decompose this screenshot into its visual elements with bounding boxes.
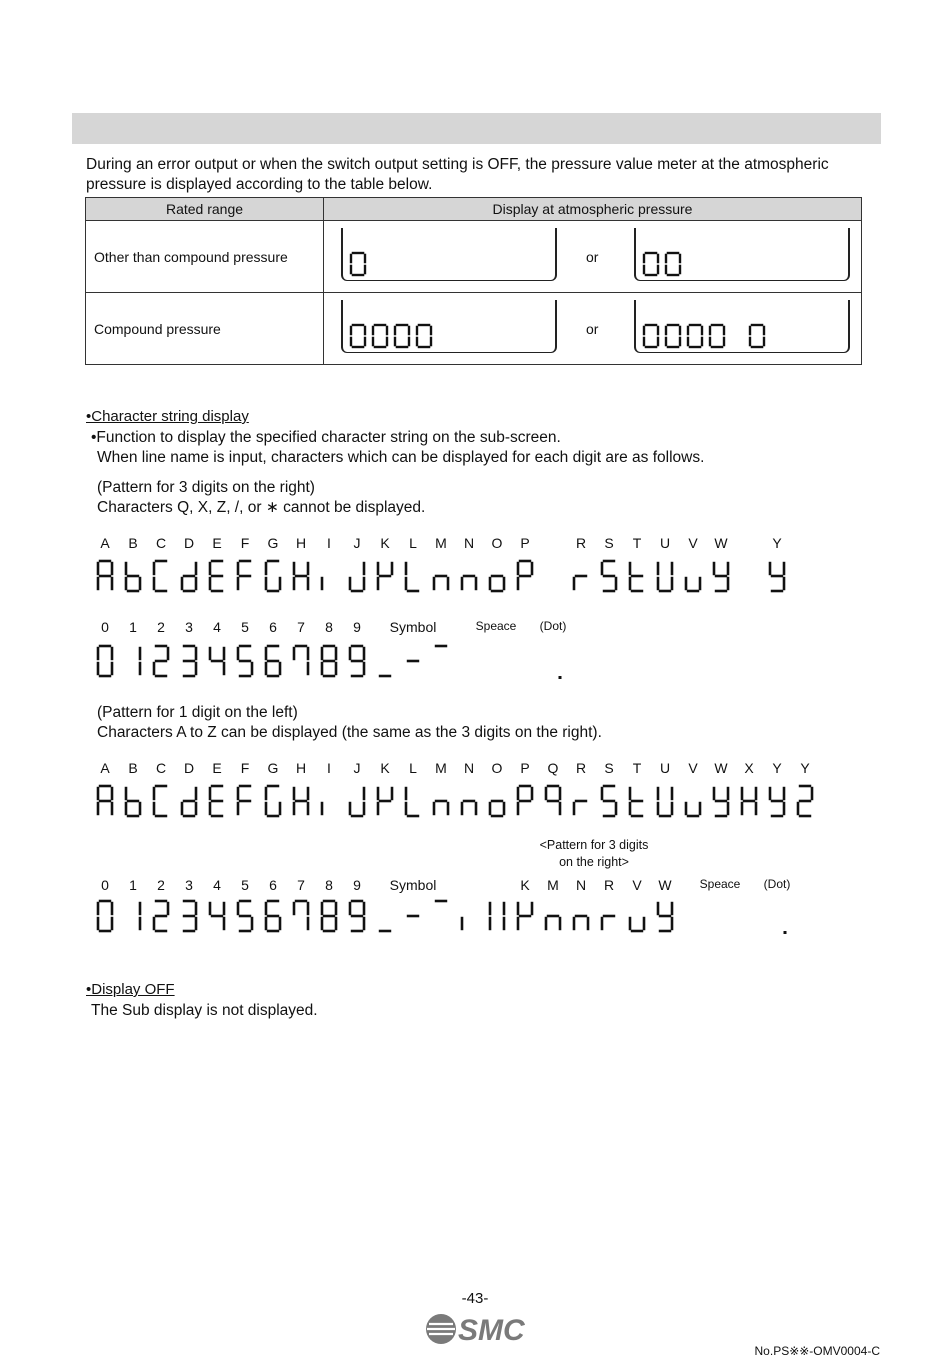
char-label: R bbox=[603, 877, 615, 893]
segment-glyph bbox=[238, 786, 250, 814]
header-rated-range: Rated range bbox=[86, 198, 324, 221]
char-label: V bbox=[688, 760, 698, 776]
char-label: K bbox=[380, 535, 390, 551]
char-label: S bbox=[604, 760, 614, 776]
char-label: 1 bbox=[129, 877, 137, 893]
char-label: W bbox=[714, 760, 728, 776]
segment-glyph bbox=[98, 786, 112, 814]
char-label: W bbox=[714, 535, 728, 551]
segment-glyph bbox=[406, 563, 418, 591]
segment-glyph bbox=[434, 801, 448, 814]
char-label: 7 bbox=[297, 619, 305, 635]
segment-glyph bbox=[182, 788, 196, 816]
char-label: L bbox=[409, 535, 417, 551]
char-label: W bbox=[658, 877, 672, 893]
smc-logo bbox=[424, 1312, 534, 1351]
segment-glyph bbox=[184, 646, 196, 676]
segment-glyph bbox=[518, 903, 532, 929]
segment-glyph bbox=[406, 788, 418, 816]
char-label: 1 bbox=[129, 619, 137, 635]
char-label: V bbox=[632, 877, 642, 893]
segment-glyph bbox=[602, 786, 616, 816]
pattern3-letter-segments bbox=[0, 557, 950, 599]
char-label: 9 bbox=[353, 877, 361, 893]
char-label: 4 bbox=[213, 619, 221, 635]
segment-glyph bbox=[238, 646, 252, 676]
segment-glyph bbox=[658, 563, 672, 591]
segment-glyph bbox=[546, 786, 560, 814]
char-label: F bbox=[240, 535, 250, 551]
svg-text:SMC: SMC bbox=[458, 1314, 525, 1346]
segment-glyph bbox=[798, 786, 812, 816]
document-number: No.PS※※-OMV0004-C bbox=[754, 1344, 880, 1358]
segment-glyph bbox=[770, 788, 784, 816]
segment-glyph bbox=[714, 563, 728, 591]
segment-glyph bbox=[462, 576, 476, 589]
char-label: D bbox=[183, 535, 195, 551]
dot-glyph bbox=[784, 931, 787, 934]
segment-glyph bbox=[210, 561, 222, 591]
char-label: F bbox=[240, 760, 250, 776]
segment-glyph bbox=[210, 786, 222, 816]
segment-glyph bbox=[462, 801, 476, 814]
segment-glyph bbox=[546, 916, 560, 929]
display-off-text: The Sub display is not displayed. bbox=[91, 1002, 318, 1019]
segment-glyph bbox=[666, 253, 680, 275]
char-label: 6 bbox=[269, 619, 277, 635]
char-label: I bbox=[327, 535, 331, 551]
char-label: O bbox=[491, 535, 503, 551]
char-label: 3 bbox=[185, 619, 193, 635]
char-label: 5 bbox=[241, 877, 249, 893]
segment-glyph bbox=[434, 576, 448, 589]
char-label: T bbox=[632, 535, 642, 551]
segment-glyph bbox=[742, 788, 756, 814]
char-label: H bbox=[295, 535, 307, 551]
char-label: N bbox=[463, 760, 475, 776]
segment-glyph bbox=[182, 563, 196, 591]
char-label: 8 bbox=[325, 619, 333, 635]
char-label: N bbox=[463, 535, 475, 551]
char-label: E bbox=[212, 535, 222, 551]
pattern3-description: Characters Q, X, Z, /, or ∗ cannot be displayed. bbox=[97, 499, 426, 516]
char-label: Symbol bbox=[389, 619, 437, 635]
char-label: M bbox=[435, 760, 447, 776]
lcd-display-frame bbox=[634, 228, 850, 281]
segment-glyph bbox=[518, 561, 532, 589]
segment-glyph bbox=[658, 903, 672, 931]
char-label: R bbox=[575, 535, 587, 551]
segment-glyph bbox=[210, 903, 224, 929]
segment-glyph bbox=[350, 788, 364, 816]
display-off-heading: •Display OFF bbox=[86, 981, 175, 998]
char-label: U bbox=[659, 535, 671, 551]
segment-glyph bbox=[688, 325, 702, 347]
character-string-heading: •Character string display bbox=[86, 408, 249, 425]
segment-glyph bbox=[630, 563, 642, 591]
segment-glyph bbox=[658, 788, 672, 816]
segment-glyph bbox=[630, 918, 644, 931]
pattern1-description: Characters A to Z can be displayed (the same as the 3 digits on the right). bbox=[97, 724, 602, 741]
dot-glyph bbox=[559, 676, 562, 679]
char-label: Y bbox=[800, 760, 810, 776]
char-label: (Dot) bbox=[539, 619, 567, 633]
lcd-digits bbox=[640, 322, 840, 352]
segment-glyph bbox=[686, 803, 700, 816]
segment-glyph bbox=[417, 325, 431, 347]
function-description: •Function to display the specified character string on the sub-screen. bbox=[91, 429, 561, 446]
char-label: G bbox=[267, 535, 279, 551]
segment-glyph bbox=[686, 578, 700, 591]
char-label: X bbox=[744, 760, 754, 776]
segment-glyph bbox=[770, 563, 784, 591]
char-label: A bbox=[100, 760, 110, 776]
char-label: Speace bbox=[475, 619, 517, 633]
lcd-digits bbox=[640, 250, 840, 280]
table-row bbox=[86, 221, 862, 293]
segment-glyph bbox=[294, 788, 308, 814]
segment-glyph bbox=[294, 646, 308, 674]
segment-glyph bbox=[266, 786, 280, 816]
segment-glyph bbox=[98, 646, 112, 676]
segment-glyph bbox=[322, 901, 336, 931]
lcd-digits bbox=[347, 322, 547, 352]
segment-glyph bbox=[154, 646, 168, 676]
lcd-digits bbox=[347, 250, 547, 280]
char-label: T bbox=[632, 760, 642, 776]
segment-glyph bbox=[630, 788, 642, 816]
segment-glyph bbox=[490, 801, 504, 816]
char-label: 2 bbox=[157, 877, 165, 893]
segment-glyph bbox=[238, 561, 250, 589]
segment-glyph bbox=[238, 901, 252, 931]
or-text: or bbox=[586, 249, 599, 265]
segment-glyph bbox=[350, 901, 364, 931]
char-label: B bbox=[128, 760, 138, 776]
segment-glyph bbox=[710, 325, 724, 347]
segment-glyph bbox=[351, 325, 365, 347]
segment-glyph bbox=[350, 563, 364, 591]
table-row bbox=[86, 293, 862, 365]
segment-glyph bbox=[378, 563, 392, 589]
char-label: 7 bbox=[297, 877, 305, 893]
char-label: 0 bbox=[101, 877, 109, 893]
pattern3-title: (Pattern for 3 digits on the right) bbox=[97, 479, 315, 496]
char-label: D bbox=[183, 760, 195, 776]
segment-glyph bbox=[126, 788, 140, 816]
segment-glyph bbox=[574, 801, 586, 814]
char-label: I bbox=[327, 760, 331, 776]
lcd-display-frame bbox=[634, 300, 850, 353]
header-display: Display at atmospheric pressure bbox=[324, 198, 862, 221]
char-label: H bbox=[295, 760, 307, 776]
segment-glyph bbox=[714, 788, 728, 816]
char-label: R bbox=[575, 760, 587, 776]
char-label: O bbox=[491, 760, 503, 776]
char-label: K bbox=[380, 760, 390, 776]
segment-glyph bbox=[154, 561, 166, 591]
char-label: M bbox=[435, 535, 447, 551]
row-label: Other than compound pressure bbox=[86, 221, 324, 293]
char-label: J bbox=[353, 760, 361, 776]
char-label: Q bbox=[547, 760, 559, 776]
segment-glyph bbox=[322, 646, 336, 676]
segment-glyph bbox=[154, 786, 166, 816]
char-label: 0 bbox=[101, 619, 109, 635]
char-label: L bbox=[409, 760, 417, 776]
char-label: Y bbox=[772, 760, 782, 776]
char-label: K bbox=[520, 877, 530, 893]
pattern1-letter-segments bbox=[0, 782, 950, 824]
segment-glyph bbox=[266, 901, 280, 931]
char-label: E bbox=[212, 760, 222, 776]
segment-glyph bbox=[350, 646, 364, 676]
pattern3-digit-segments bbox=[0, 642, 950, 684]
segment-glyph bbox=[184, 901, 196, 931]
segment-glyph bbox=[644, 325, 658, 347]
char-label: Symbol bbox=[389, 877, 437, 893]
or-text: or bbox=[586, 321, 599, 337]
char-label: Speace bbox=[699, 877, 741, 891]
section-header-band bbox=[72, 113, 881, 144]
segment-glyph bbox=[644, 253, 658, 275]
segment-glyph bbox=[490, 576, 504, 591]
segment-glyph bbox=[750, 325, 764, 347]
lcd-display-frame bbox=[341, 300, 557, 353]
segment-glyph bbox=[154, 901, 168, 931]
segment-glyph bbox=[266, 646, 280, 676]
char-label: G bbox=[267, 760, 279, 776]
char-label: 3 bbox=[185, 877, 193, 893]
char-label: J bbox=[353, 535, 361, 551]
segment-glyph bbox=[266, 561, 280, 591]
char-label: 6 bbox=[269, 877, 277, 893]
segment-glyph bbox=[98, 901, 112, 931]
segment-glyph bbox=[602, 916, 614, 929]
char-label: C bbox=[155, 760, 167, 776]
segment-glyph bbox=[126, 563, 140, 591]
char-label: A bbox=[100, 535, 110, 551]
segment-glyph bbox=[574, 916, 588, 929]
row-label: Compound pressure bbox=[86, 293, 324, 365]
pattern1-digit-segments bbox=[0, 897, 950, 939]
segment-glyph bbox=[351, 253, 365, 275]
char-label: M bbox=[547, 877, 559, 893]
page-number: -43- bbox=[461, 1290, 489, 1307]
char-label: B bbox=[128, 535, 138, 551]
char-label: 5 bbox=[241, 619, 249, 635]
segment-glyph bbox=[395, 325, 409, 347]
segment-glyph bbox=[602, 561, 616, 591]
char-label: 4 bbox=[213, 877, 221, 893]
segment-glyph bbox=[294, 901, 308, 929]
char-label: 8 bbox=[325, 877, 333, 893]
pattern-note: <Pattern for 3 digits on the right> bbox=[539, 838, 649, 869]
char-label: 9 bbox=[353, 619, 361, 635]
char-label: (Dot) bbox=[763, 877, 791, 891]
function-description-2: When line name is input, characters which can be displayed for each digit are as follows. bbox=[97, 449, 705, 466]
pattern1-title: (Pattern for 1 digit on the left) bbox=[97, 704, 298, 721]
segment-glyph bbox=[210, 648, 224, 674]
char-label: V bbox=[688, 535, 698, 551]
segment-glyph bbox=[518, 786, 532, 814]
segment-glyph bbox=[294, 563, 308, 589]
char-label: Y bbox=[772, 535, 782, 551]
segment-glyph bbox=[373, 325, 387, 347]
intro-text: During an error output or when the switch output setting is OFF, the pressure value meter at the atmospheric pressure is displayed according to the table below. bbox=[86, 156, 829, 193]
char-label: P bbox=[520, 760, 530, 776]
char-label: S bbox=[604, 535, 614, 551]
atmospheric-display-table bbox=[85, 197, 862, 365]
char-label: C bbox=[155, 535, 167, 551]
segment-glyph bbox=[574, 576, 586, 589]
char-label: U bbox=[659, 760, 671, 776]
char-label: N bbox=[575, 877, 587, 893]
segment-glyph bbox=[490, 903, 504, 929]
lcd-display-frame bbox=[341, 228, 557, 281]
segment-glyph bbox=[378, 788, 392, 814]
char-label: 2 bbox=[157, 619, 165, 635]
char-label: P bbox=[520, 535, 530, 551]
segment-glyph bbox=[98, 561, 112, 589]
segment-glyph bbox=[666, 325, 680, 347]
